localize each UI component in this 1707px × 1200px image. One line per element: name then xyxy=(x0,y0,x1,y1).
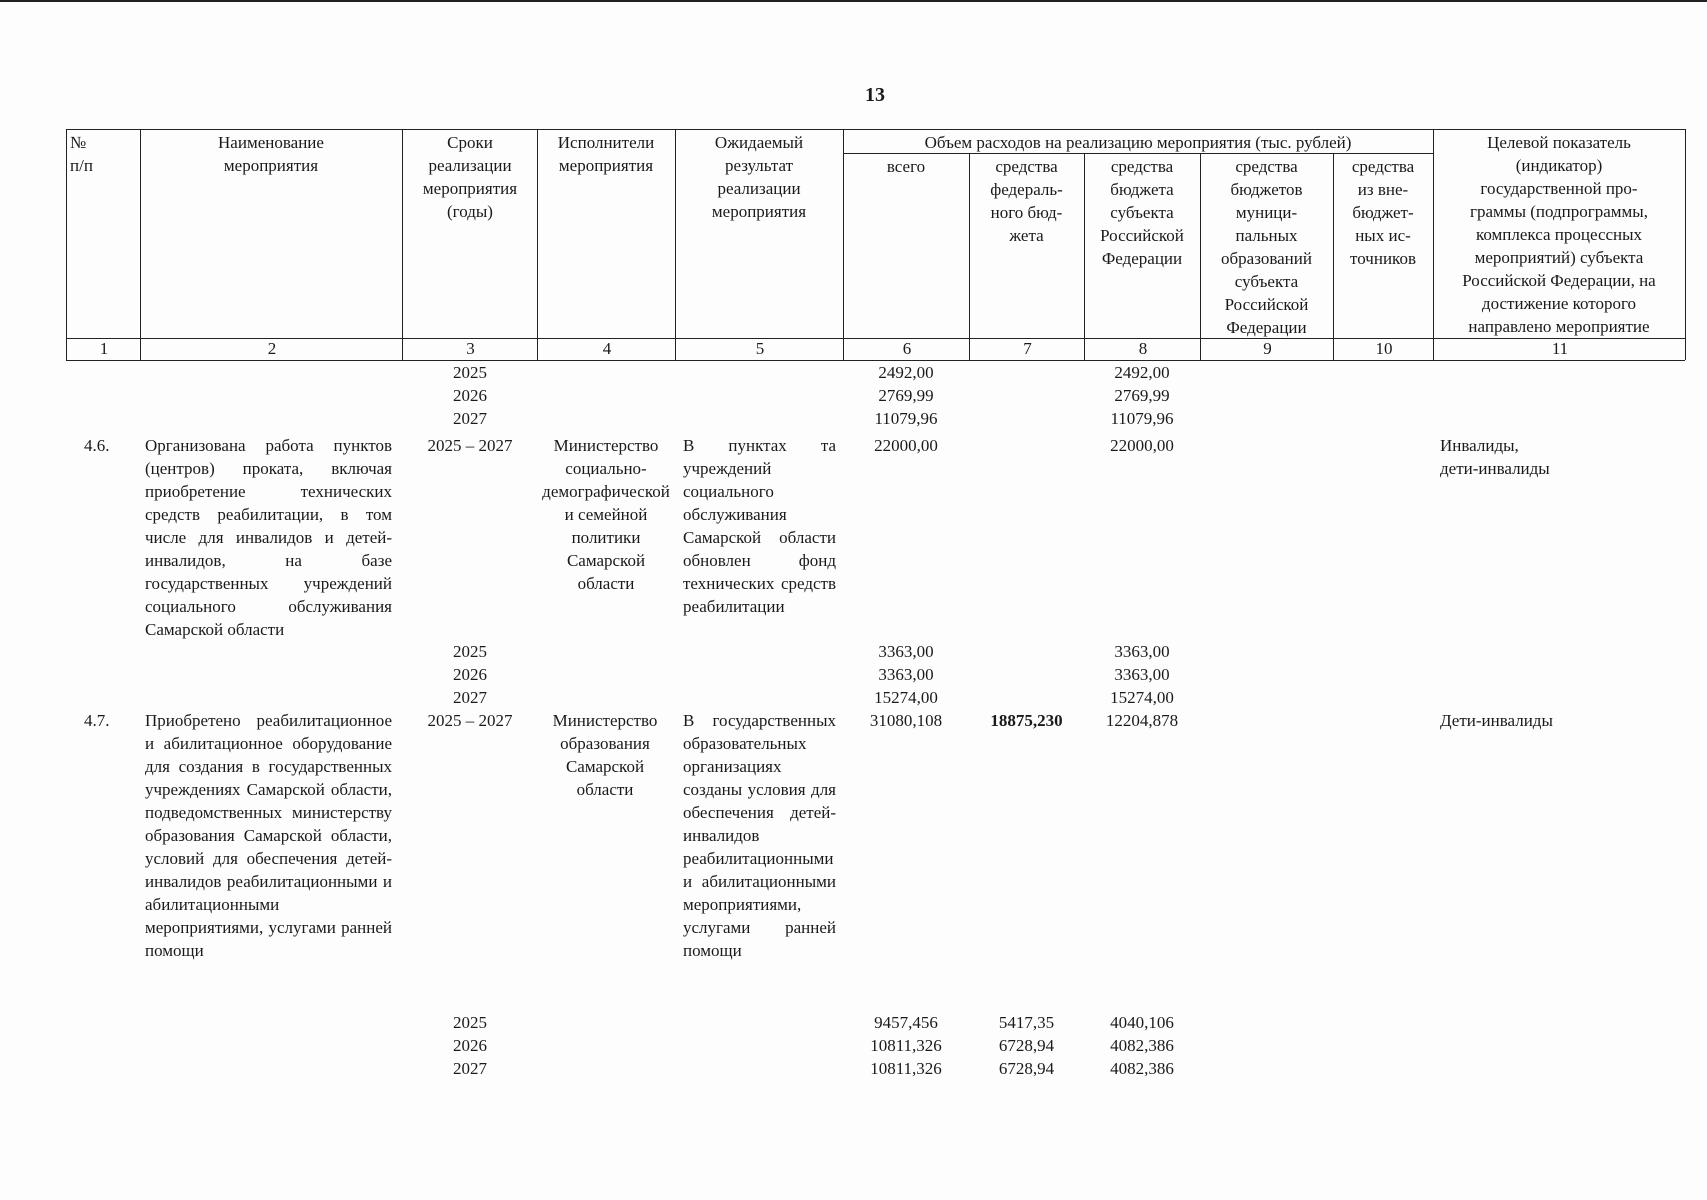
header-col-2: Наименование мероприятия xyxy=(218,133,324,175)
column-number-11: 11 xyxy=(1551,339,1569,358)
row-4-7-years: 2025 2026 2027 xyxy=(453,1013,487,1078)
row-4-7-result: В государственных образовательных организациях созданы условия для обеспечения детей-инвалидов реабилитационными и абилитационными мероприятиями, услугами ранней помощи xyxy=(683,711,836,960)
row-4-7-years-total: 9457,456 10811,326 10811,326 xyxy=(870,1013,942,1078)
row-4-6-number: 4.6. xyxy=(84,436,110,455)
row-4-7-years-subject: 4040,106 4082,386 4082,386 xyxy=(1110,1013,1174,1078)
carryover-years: 2025 2026 2027 xyxy=(453,363,487,428)
row-4-7-executor: Министерство образования Самарской области xyxy=(552,711,658,799)
header-col-5: Ожидаемый результат реализации мероприятия xyxy=(711,133,807,221)
row-4-6-result: В пунктах та учреждений социального обслуживания Самарской области обновлен фонд технических средств реабилитации xyxy=(683,436,836,616)
row-4-6-period: 2025 – 2027 xyxy=(427,436,513,455)
column-number-3: 3 xyxy=(466,339,475,358)
row-4-7-years-federal: 5417,35 6728,94 6728,94 xyxy=(998,1013,1055,1078)
row-4-7-period: 2025 – 2027 xyxy=(427,711,513,730)
header-col-6: всего xyxy=(886,157,926,176)
header-expenses-group: Объем расходов на реализацию мероприятия (тыс. рублей) xyxy=(924,133,1352,152)
column-number-9: 9 xyxy=(1263,339,1272,358)
header-col-4: Исполнители мероприятия xyxy=(557,133,655,175)
row-4-7-federal: 18875,230 xyxy=(990,711,1063,730)
header-col-7: средства федераль- ного бюд- жета xyxy=(990,157,1063,245)
row-4-6-name: Организована работа пунктов (центров) проката, включая приобретение технических средств реабилитации, в том числе для инвалидов и детей-инвалидов, на базе государственных учреждений социального обслуживания Самарской области xyxy=(145,436,392,639)
column-number-8: 8 xyxy=(1138,339,1148,358)
header-col-1: № п/п xyxy=(70,133,93,175)
header-col-11: Целевой показатель (индикатор) государственной про- граммы (подпрограммы, комплекса процессных мероприятий) субъекта Российской Федерации, на достижение которого направлено мероприятие xyxy=(1462,133,1656,336)
row-4-6-executor: Министерство социально-демографической и семейной политики Самарской области xyxy=(542,436,670,593)
row-4-6-total: 22000,00 xyxy=(874,436,938,455)
column-number-6: 6 xyxy=(902,339,912,358)
row-4-6-years: 2025 2026 2027 xyxy=(453,642,487,707)
row-4-7-name: Приобретено реабилитационное и абилитационное оборудование для создания в государственных учреждениях Самарской области, подведомственных министерству образования Самарской области, условий для обеспечения детей-инвалидов реабилитационными и абилитационными мероприятиями, услугами ранней помощи xyxy=(145,711,392,960)
carryover-subject: 2492,00 2769,99 11079,96 xyxy=(1110,363,1174,428)
row-4-7-number: 4.7. xyxy=(84,711,110,730)
row-4-7-subject: 12204,878 xyxy=(1105,711,1179,730)
row-4-7-target: Дети-инвалиды xyxy=(1440,711,1553,730)
row-4-6-target: Инвалиды, дети-инвалиды xyxy=(1440,436,1550,478)
header-col-10: средства из вне- бюджет- ных ис- точников xyxy=(1350,157,1416,268)
top-border xyxy=(0,0,1707,2)
header-col-3: Сроки реализации мероприятия (годы) xyxy=(422,133,518,221)
column-number-7: 7 xyxy=(1023,339,1032,358)
row-4-6-subject: 22000,00 xyxy=(1110,436,1174,455)
column-number-1: 1 xyxy=(99,339,109,358)
column-number-10: 10 xyxy=(1375,339,1393,358)
row-4-6-years-subject: 3363,00 3363,00 15274,00 xyxy=(1110,642,1174,707)
row-4-7-total: 31080,108 xyxy=(869,711,943,730)
header-col-9: средства бюджетов муници- пальных образований субъекта Российской Федерации xyxy=(1221,157,1312,337)
column-number-5: 5 xyxy=(755,339,765,358)
column-number-2: 2 xyxy=(267,339,277,358)
page-number: 13 xyxy=(865,84,885,106)
row-4-6-years-total: 3363,00 3363,00 15274,00 xyxy=(874,642,938,707)
header-col-8: средства бюджета субъекта Российской Федерации xyxy=(1100,157,1184,268)
column-number-4: 4 xyxy=(602,339,612,358)
carryover-total: 2492,00 2769,99 11079,96 xyxy=(874,363,938,428)
